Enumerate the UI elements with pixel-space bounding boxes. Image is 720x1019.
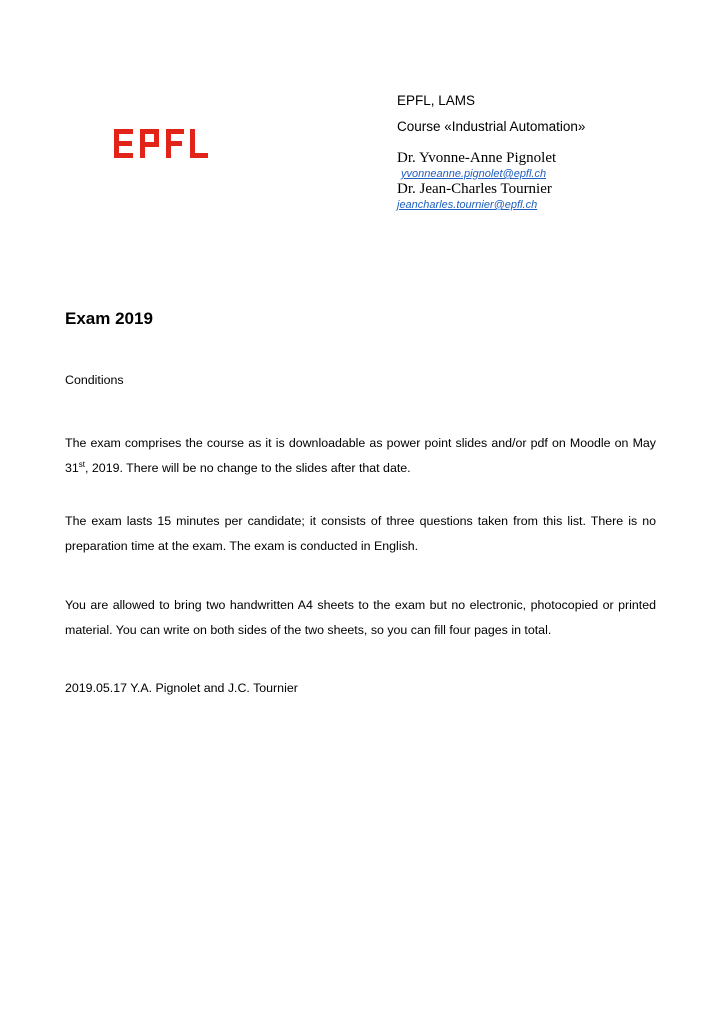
paragraph-text: The exam comprises the course as it is downloadable as power point slides and/or pdf on Moodle on May 31 (65, 436, 656, 475)
organization: EPFL, LAMS (397, 93, 476, 108)
paragraph-exam-format: The exam lasts 15 minutes per candidate; it consists of three questions taken from this list. There is no preparation time at the exam. The exam is conducted in English. (65, 514, 656, 553)
signature-line: 2019.05.17 Y.A. Pignolet and J.C. Tournier (65, 681, 298, 695)
paragraph-text: , 2019. There will be no change to the slides after that date. (85, 461, 411, 475)
paragraph-course-scope (65, 431, 656, 481)
contact-name: Dr. Jean-Charles Tournier (397, 181, 552, 197)
exam-title: Exam 2019 (65, 309, 153, 328)
contact-name: Dr. Yvonne-Anne Pignolet (397, 150, 557, 166)
conditions-heading: Conditions (65, 373, 124, 387)
header-block (397, 92, 697, 212)
course-name: Course «Industrial Automation» (397, 119, 586, 134)
contact-email-link[interactable]: jeancharles.tournier@epfl.ch (397, 199, 538, 211)
ordinal-suffix: st (78, 459, 86, 469)
contact-email-link[interactable]: yvonneanne.pignolet@epfl.ch (401, 168, 547, 180)
epfl-logo (114, 129, 208, 158)
paragraph-allowed-material: You are allowed to bring two handwritten A4 sheets to the exam but no electronic, photocopied or printed material. You can write on both sides of the two sheets, so you can fill four pages in total. (65, 598, 656, 637)
